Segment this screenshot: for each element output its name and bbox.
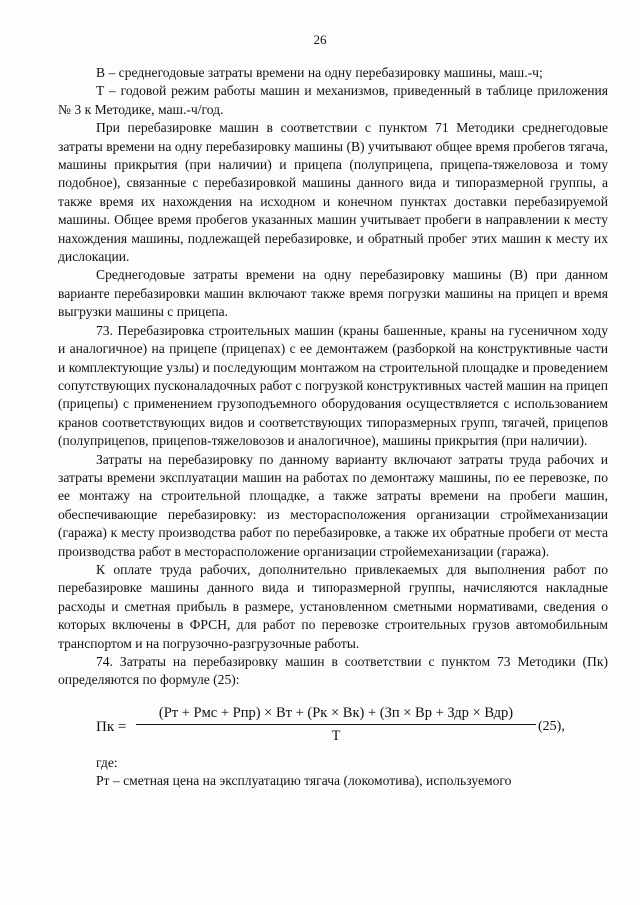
document-body [58,64,608,791]
paragraph: К оплате труда рабочих, дополнительно привлекаемых для выполнения работ по перебазировке машины данного вида и типоразмерной группы, начисляются накладные расходы и сметная прибыль в размере, установленном сметными нормативами, сведения о которых включены в ФРСН, для работ по перевозке строительных грузов автомобильным транспортом и на погрузочно-разгрузочные работы. [58,561,608,651]
formula-25 [58,704,608,752]
paragraph: 73. Перебазировка строительных машин (краны башенные, краны на гусеничном ходу и аналогичное) на прицепе (прицепах) с ее демонтажем (разборкой на конструктивные части и комплектующие узлы) и последующим монтажом на строительной площадке и проведением сопутствующих пусконаладочных работ с погрузкой конструктивных частей машин на прицеп (прицепы) с применением грузоподъемного оборудования осуществляется с использованием кранов соответствующих видов и соответствующих типоразмерных групп, тягачей, прицепов (полуприцепов, прицепов-тяжеловозов и аналогичное), машины прикрытия (при наличии). [58,322,608,449]
formula-lhs: Пк = [96,718,127,735]
formula-number: (25), [538,718,565,734]
paragraph: Среднегодовые затраты времени на одну перебазировку машины (В) при данном варианте перебазировки машин включают также время погрузки машины на прицеп и время выгрузки машины с прицепа. [58,267,608,320]
paragraph: 74. Затраты на перебазировку машин в соответствии с пунктом 73 Методики (Пк) определяются по формуле (25): [58,654,608,688]
formula-denominator: Т [331,728,341,745]
paragraph: В – среднегодовые затраты времени на одну перебазировку машины, маш.-ч; [96,65,543,80]
paragraph: Затраты на перебазировку по данному варианту включают затраты труда рабочих и затраты времени эксплуатации машин на работах по демонтажу машины, по ее перевозке, по ее монтажу на строительной площадке, а также затраты времени на пробеги машин, обеспечивающие перебазировку: из месторасположения организации строймеханизации (гаража) к месту производства работ по перебазировке, а также их обратные пробеги от места производства работ в месторасположение организации стройемеханизации (гаража). [58,451,608,559]
formula-numerator: (Рт + Рмс + Рпр) × Вт + (Рк × Вк) + (Зп × Вр + Здр × Вдр) [136,704,536,725]
paragraph: Т – годовой режим работы машин и механизмов, приведенный в таблице приложения № 3 к Методике, маш.-ч/год. [58,83,608,117]
paragraph: При перебазировке машин в соответствии с пунктом 71 Методики среднегодовые затраты времени на одну перебазировку машины (В) учитывают общее время пробегов тягача, машины прикрытия (при наличии) и прицепа (полуприцепа, прицепа-тяжеловоза и тому подобное), связанные с перебазировкой машины данного вида и типоразмерной группы, а также время их нахождения на исходном и конечном пунктах доставки перебазируемой машины. Общее время пробегов указанных машин учитывает пробеги в направлении к месту нахождения машины, подлежащей перебазировке, и обратный пробег этих машин к месту их дислокации. [58,120,608,265]
formula-fraction [136,704,536,746]
paragraph: Рт – сметная цена на эксплуатацию тягача (локомотива), используемого [96,773,512,789]
where-label: где: [96,754,118,770]
page-number: 26 [313,32,327,47]
